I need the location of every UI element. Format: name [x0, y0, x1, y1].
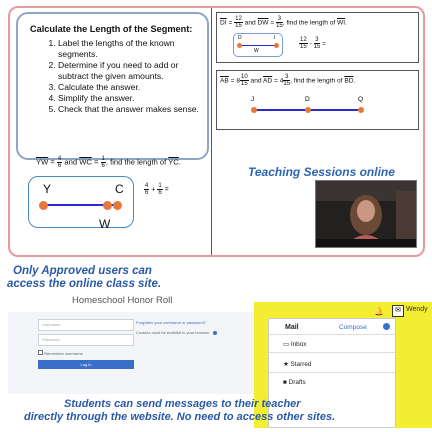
step-item: 5. Check that the answer makes sense.	[58, 104, 206, 115]
point-dot	[305, 107, 311, 113]
step-item: 3. Calculate the answer.	[58, 82, 206, 93]
messages-caption-line1: Students can send messages to their teacher	[64, 398, 301, 410]
fraction: $\frac{1}{6}$	[101, 156, 105, 169]
yw-problem: $\overline{YW}$ = $\frac{4}{6}$ and $\overline{WC}$ = $\frac{1}{6}$ , find the length of $\overline{YC}$.	[36, 156, 181, 169]
user-name[interactable]: Wendy	[406, 306, 428, 313]
messages-caption-line2: directly through the website. No need to access other sites.	[24, 411, 336, 423]
divider	[269, 372, 395, 373]
point-dot	[274, 43, 279, 48]
star-icon: ★	[283, 361, 289, 368]
step-item: 1. Label the lengths of the known segments.	[58, 38, 206, 60]
fraction: $\frac{4}{6}$	[57, 156, 62, 169]
approved-caption-line1: Only Approved users can	[13, 265, 152, 277]
approved-caption-line2: access the online class site.	[7, 278, 162, 290]
divider	[269, 334, 395, 335]
di-work: $\frac{12}{15}$ - $\frac{3}{15}$ =	[300, 37, 326, 50]
equals: =	[50, 157, 55, 167]
username-field[interactable]: Username	[38, 319, 134, 331]
forgot-link[interactable]: Forgotten your username or password?	[136, 320, 207, 325]
steps-list	[30, 38, 206, 115]
login-form	[8, 312, 256, 394]
point-label: D	[305, 96, 310, 103]
inbox-icon: ▭	[283, 341, 290, 348]
help-icon[interactable]	[213, 331, 217, 335]
equals: =	[93, 157, 99, 167]
site-title: Homeschool Honor Roll	[72, 295, 173, 306]
point-label: J	[251, 96, 255, 103]
segment-name: $\overline{YW}$	[36, 157, 49, 167]
segment-line	[239, 45, 277, 46]
sessions-caption: Teaching Sessions online	[248, 165, 395, 179]
point-label: Q	[358, 96, 364, 103]
teacher-video-image	[316, 181, 416, 247]
mail-heading: Mail	[285, 324, 299, 331]
point-dot	[39, 201, 48, 210]
point-label: D	[238, 35, 242, 41]
point-label: Y	[43, 182, 52, 196]
draft-icon: ■	[283, 379, 287, 386]
password-field[interactable]: Password	[38, 334, 134, 346]
point-label: I	[274, 35, 276, 41]
conjunction: and	[64, 157, 78, 167]
di-problem: $\overline{DI}$ = $\frac{12}{15}$ and $\overline{DW}$ = $\frac{3}{15}$ , find the length of $\overline{WI}$.	[220, 16, 347, 29]
point-label: W	[254, 48, 259, 54]
point-dot	[237, 43, 242, 48]
folder-starred[interactable]: ★ Starred	[283, 361, 312, 368]
step-item: 4. Simplify the answer.	[58, 93, 206, 104]
cookies-note: Cookies must be enabled in your browser	[136, 330, 217, 335]
mail-icon[interactable]: ✉	[392, 305, 404, 317]
folder-drafts[interactable]: ■ Drafts	[283, 379, 306, 386]
point-dot	[113, 201, 122, 210]
ab-problem-box	[216, 70, 419, 130]
checkbox-icon[interactable]	[38, 350, 43, 355]
problem-tail: , find the length of	[105, 157, 167, 167]
video-feed[interactable]	[315, 180, 417, 248]
mail-header-strip	[254, 292, 432, 302]
ab-problem: $\overline{AB} = 8$ $\frac{10}{15}$ and $\overline{AD} = 4$ $\frac{3}{15}$ , find the length of $\overline{BD}$.	[220, 74, 356, 87]
di-problem-box	[216, 12, 419, 63]
bell-icon[interactable]: 🔔	[374, 307, 384, 316]
segment-name: $\overline{WC}$	[79, 157, 92, 167]
steps-card	[16, 12, 209, 160]
point-dot	[103, 201, 112, 210]
point-label: W	[99, 217, 111, 231]
point-dot	[251, 107, 257, 113]
compose-link[interactable]: Compose	[339, 324, 367, 331]
folder-inbox[interactable]: ▭ Inbox	[283, 341, 307, 348]
point-label: C	[115, 182, 124, 196]
settings-icon[interactable]	[383, 323, 390, 330]
login-button[interactable]: Log in	[38, 360, 134, 369]
remember-label: Remember username	[44, 351, 83, 356]
yw-work: $\frac{4}{6}$ + $\frac{1}{6}$ =	[145, 183, 169, 196]
divider	[269, 352, 395, 353]
yw-diagram-box	[28, 176, 134, 231]
panel-divider	[211, 8, 212, 255]
point-dot	[358, 107, 364, 113]
di-diagram	[233, 33, 283, 57]
remember-checkbox[interactable]	[38, 350, 83, 356]
steps-title: Calculate the Length of the Segment:	[30, 24, 193, 34]
segment-name: $\overline{YC}$	[168, 157, 179, 167]
step-item: 2. Determine if you need to add or subtract the given amounts.	[58, 60, 206, 82]
